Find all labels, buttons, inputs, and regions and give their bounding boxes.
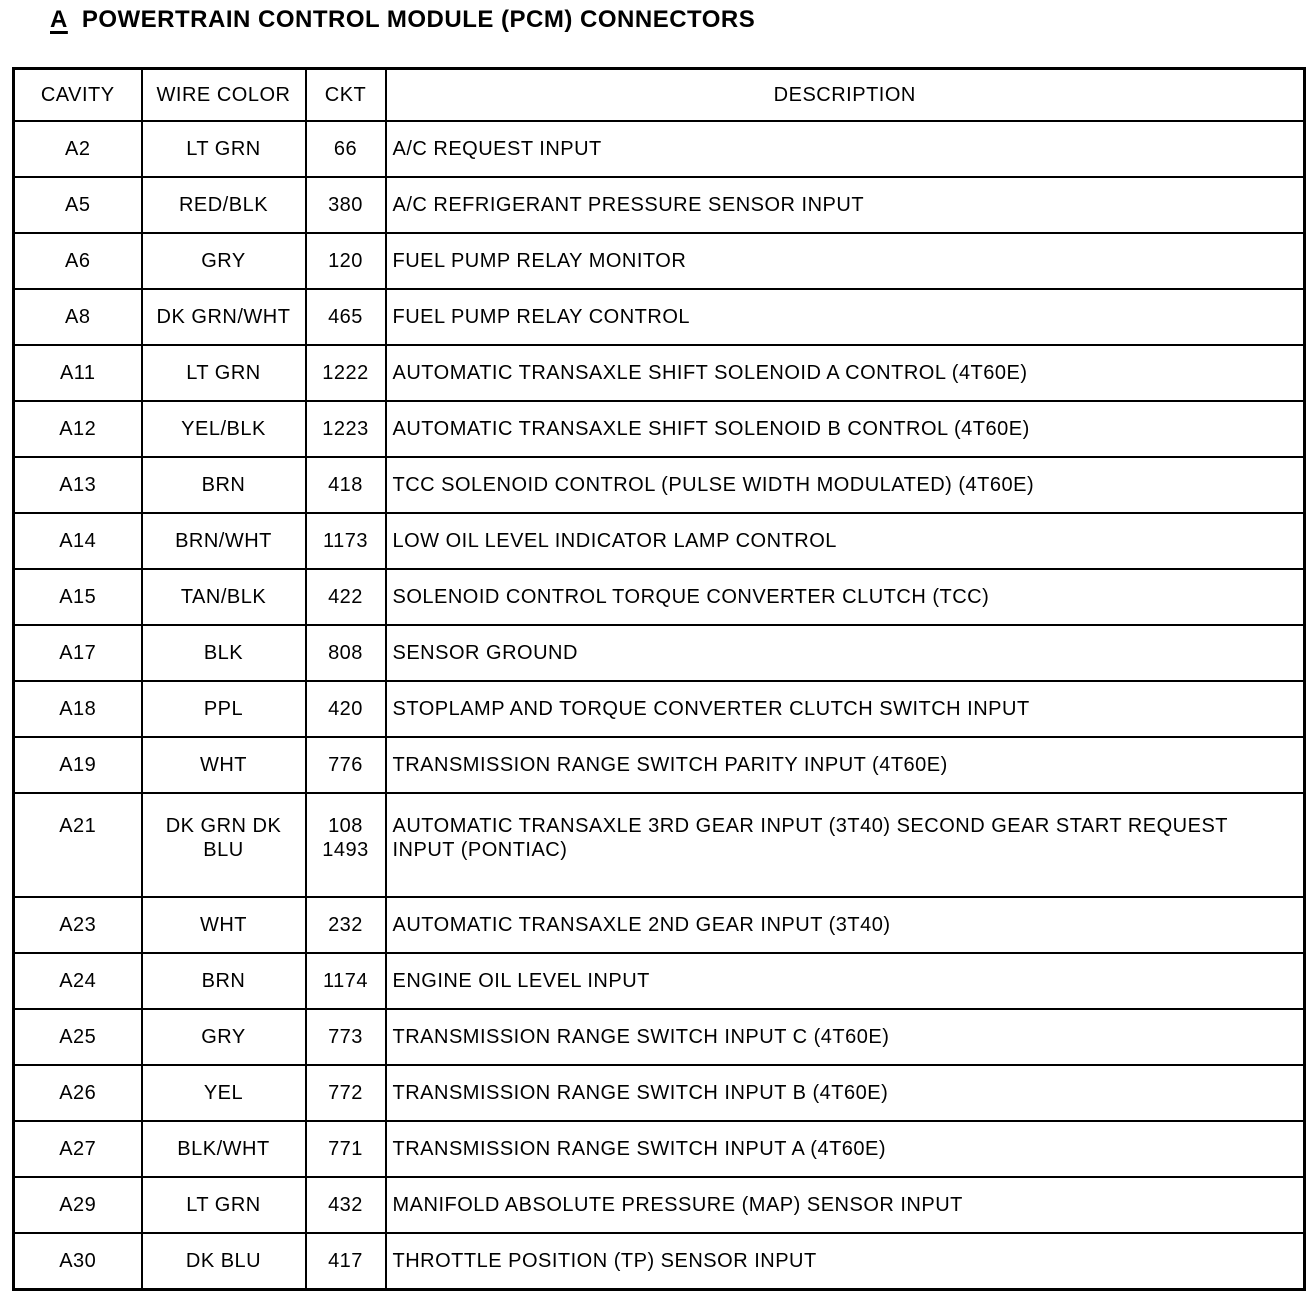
cavity-cell: A17 [14, 625, 142, 681]
table-row [14, 681, 1305, 737]
description-cell: FUEL PUMP RELAY MONITOR [386, 233, 1305, 289]
circuit-cell: 418 [306, 457, 386, 513]
circuit-cell: 773 [306, 1009, 386, 1065]
description-cell [386, 793, 1305, 897]
description-cell: TRANSMISSION RANGE SWITCH INPUT A (4T60E) [386, 1121, 1305, 1177]
wire-color-cell: DK GRN/WHT [142, 289, 306, 345]
wire-color-cell: WHT [142, 737, 306, 793]
table-row [14, 121, 1305, 177]
cavity-cell: A30 [14, 1233, 142, 1290]
column-header-ckt: CKT [306, 69, 386, 122]
circuit-cell: 432 [306, 1177, 386, 1233]
table-row [14, 953, 1305, 1009]
description-cell: FUEL PUMP RELAY CONTROL [386, 289, 1305, 345]
wire-color-cell: WHT [142, 897, 306, 953]
circuit-cell: 808 [306, 625, 386, 681]
page-title [50, 6, 755, 34]
circuit-cell: 1174 [306, 953, 386, 1009]
description-cell: TRANSMISSION RANGE SWITCH INPUT B (4T60E) [386, 1065, 1305, 1121]
cavity-cell: A2 [14, 121, 142, 177]
cavity-cell: A6 [14, 233, 142, 289]
description-cell: TCC SOLENOID CONTROL (PULSE WIDTH MODULATED) (4T60E) [386, 457, 1305, 513]
circuit-cell: 776 [306, 737, 386, 793]
description-line: AUTOMATIC TRANSAXLE 3RD GEAR INPUT (3T40) SECOND GEAR START REQUEST [392, 815, 1229, 837]
wire-color-cell: LT GRN [142, 1177, 306, 1233]
wire-color-cell: YEL/BLK [142, 401, 306, 457]
circuit-cell: 1222 [306, 345, 386, 401]
description-cell: A/C REQUEST INPUT [386, 121, 1305, 177]
circuit-cell: 66 [306, 121, 386, 177]
description-cell: A/C REFRIGERANT PRESSURE SENSOR INPUT [386, 177, 1305, 233]
circuit-cell: 422 [306, 569, 386, 625]
cavity-cell: A15 [14, 569, 142, 625]
circuit-cell: 771 [306, 1121, 386, 1177]
circuit-cell: 417 [306, 1233, 386, 1290]
wire-color-cell: GRY [142, 233, 306, 289]
circuit-cell: 420 [306, 681, 386, 737]
description-cell: SENSOR GROUND [386, 625, 1305, 681]
description-cell: STOPLAMP AND TORQUE CONVERTER CLUTCH SWITCH INPUT [386, 681, 1305, 737]
description-cell: TRANSMISSION RANGE SWITCH INPUT C (4T60E) [386, 1009, 1305, 1065]
cavity-cell: A12 [14, 401, 142, 457]
wire-color-cell: RED/BLK [142, 177, 306, 233]
description-cell: TRANSMISSION RANGE SWITCH PARITY INPUT (4T60E) [386, 737, 1305, 793]
circuit-cell [306, 793, 386, 897]
wire-color-cell: BRN [142, 953, 306, 1009]
wire-color-cell: BLK [142, 625, 306, 681]
cavity-cell: A21 [14, 793, 142, 897]
wire-color-cell: LT GRN [142, 121, 306, 177]
wire-color-cell: BLK/WHT [142, 1121, 306, 1177]
wire-color-cell: PPL [142, 681, 306, 737]
table-row [14, 625, 1305, 681]
cavity-cell: A26 [14, 1065, 142, 1121]
wire-color-cell: DK BLU [142, 1233, 306, 1290]
circuit-cell: 772 [306, 1065, 386, 1121]
cavity-cell: A13 [14, 457, 142, 513]
cavity-cell: A8 [14, 289, 142, 345]
circuit-cell: 465 [306, 289, 386, 345]
wire-color-cell: TAN/BLK [142, 569, 306, 625]
description-cell: AUTOMATIC TRANSAXLE SHIFT SOLENOID B CONTROL (4T60E) [386, 401, 1305, 457]
wire-color-cell [142, 793, 306, 897]
table-row [14, 177, 1305, 233]
table-row [14, 513, 1305, 569]
cavity-cell: A19 [14, 737, 142, 793]
cavity-cell: A11 [14, 345, 142, 401]
table-row [14, 737, 1305, 793]
table-row [14, 233, 1305, 289]
circuit-cell: 1173 [306, 513, 386, 569]
table-row [14, 289, 1305, 345]
table-row [14, 569, 1305, 625]
column-header-description: DESCRIPTION [386, 69, 1305, 122]
wire-color-cell: LT GRN [142, 345, 306, 401]
cavity-cell: A23 [14, 897, 142, 953]
table-row [14, 345, 1305, 401]
circuit-cell: 1223 [306, 401, 386, 457]
table-row [14, 793, 1305, 897]
circuit-line: 1493 [322, 839, 369, 861]
table-row [14, 1065, 1305, 1121]
cavity-cell: A14 [14, 513, 142, 569]
description-cell: SOLENOID CONTROL TORQUE CONVERTER CLUTCH (TCC) [386, 569, 1305, 625]
table-header-row [14, 69, 1305, 122]
wire-color-line: DK GRN DK [165, 815, 282, 837]
circuit-cell: 120 [306, 233, 386, 289]
description-cell: THROTTLE POSITION (TP) SENSOR INPUT [386, 1233, 1305, 1290]
wire-color-cell: BRN/WHT [142, 513, 306, 569]
table-row [14, 457, 1305, 513]
table-row [14, 897, 1305, 953]
description-cell: MANIFOLD ABSOLUTE PRESSURE (MAP) SENSOR INPUT [386, 1177, 1305, 1233]
table-row [14, 1233, 1305, 1290]
cavity-cell: A18 [14, 681, 142, 737]
wire-color-line: BLU [203, 839, 244, 861]
connector-pinout-table [12, 67, 1306, 1291]
circuit-cell: 380 [306, 177, 386, 233]
table-row [14, 1177, 1305, 1233]
wire-color-cell: BRN [142, 457, 306, 513]
title-text: POWERTRAIN CONTROL MODULE (PCM) CONNECTORS [81, 6, 756, 33]
table-row [14, 401, 1305, 457]
description-cell: AUTOMATIC TRANSAXLE SHIFT SOLENOID A CONTROL (4T60E) [386, 345, 1305, 401]
wire-color-cell: GRY [142, 1009, 306, 1065]
cavity-cell: A5 [14, 177, 142, 233]
description-cell: AUTOMATIC TRANSAXLE 2ND GEAR INPUT (3T40) [386, 897, 1305, 953]
description-cell: LOW OIL LEVEL INDICATOR LAMP CONTROL [386, 513, 1305, 569]
cavity-cell: A24 [14, 953, 142, 1009]
table-row [14, 1121, 1305, 1177]
circuit-cell: 232 [306, 897, 386, 953]
cavity-cell: A25 [14, 1009, 142, 1065]
description-cell: ENGINE OIL LEVEL INPUT [386, 953, 1305, 1009]
circuit-line: 108 [328, 815, 363, 837]
table-row [14, 1009, 1305, 1065]
section-letter: A [50, 6, 68, 33]
cavity-cell: A29 [14, 1177, 142, 1233]
cavity-cell: A27 [14, 1121, 142, 1177]
wire-color-cell: YEL [142, 1065, 306, 1121]
description-line: INPUT (PONTIAC) [392, 839, 568, 861]
column-header-cavity: CAVITY [14, 69, 142, 122]
column-header-wire-color: WIRE COLOR [142, 69, 306, 122]
